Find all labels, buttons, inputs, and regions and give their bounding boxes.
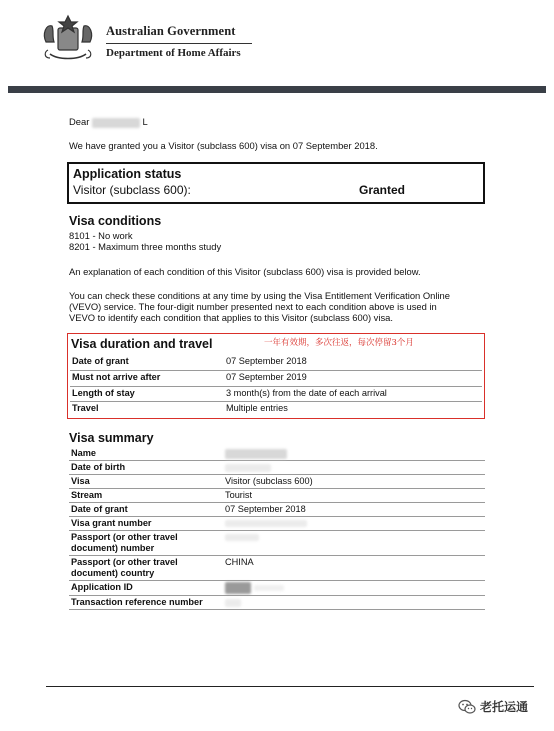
row-value: 3 month(s) from the date of each arrival: [224, 386, 482, 402]
table-row: [69, 556, 485, 581]
application-status-row: [73, 182, 479, 198]
row-value: 07 September 2018: [223, 503, 485, 517]
salutation-prefix: Dear: [69, 116, 90, 127]
row-label: Travel: [72, 403, 99, 413]
vevo-paragraph-line: (VEVO) service. The four-digit number presented next to each condition above is used in: [69, 301, 437, 312]
redacted-value: [225, 449, 287, 459]
table-row: [69, 447, 485, 461]
row-value: [223, 596, 485, 610]
vevo-paragraph-line: You can check these conditions at any time by using the Visa Entitlement Verification Online: [69, 290, 450, 301]
redacted-value: [225, 582, 251, 594]
table-row: [69, 596, 485, 610]
government-branding: [106, 24, 252, 59]
application-status-box: [67, 162, 485, 204]
table-row: [70, 355, 482, 371]
visa-duration-table: [70, 355, 482, 417]
table-row: [69, 503, 485, 517]
row-label: Visa grant number: [69, 517, 223, 531]
header-band: [8, 86, 546, 93]
application-status-title: Application status: [73, 167, 182, 181]
redacted-name: [92, 118, 140, 128]
government-title: Australian Government: [106, 24, 236, 38]
status-value: Granted: [359, 183, 406, 197]
row-label: Name: [69, 447, 223, 461]
redacted-value: [225, 599, 241, 607]
redacted-value: [254, 585, 284, 591]
row-value: [223, 531, 485, 556]
redacted-value: [225, 464, 271, 472]
granted-sentence: We have granted you a Visitor (subclass 600) visa on 07 September 2018.: [69, 140, 378, 151]
row-label: Transaction reference number: [69, 596, 223, 610]
row-label: Passport (or other travel document) number: [69, 531, 223, 556]
table-row: [70, 402, 482, 418]
row-value: 07 September 2018: [224, 355, 482, 371]
row-value: 07 September 2019: [224, 371, 482, 387]
table-row: [69, 489, 485, 503]
row-label: Passport (or other travel document) country: [69, 556, 223, 581]
table-row: [69, 531, 485, 556]
coat-of-arms-icon: [40, 12, 96, 64]
row-label: Date of grant: [70, 355, 224, 371]
table-row: [69, 475, 485, 489]
row-label: Visa: [69, 475, 223, 489]
vevo-paragraph-line: VEVO to identify each condition that applies to this Visitor (subclass 600) visa.: [69, 312, 393, 323]
table-row: [69, 581, 485, 596]
row-value: Tourist: [223, 489, 485, 503]
visa-conditions-title: Visa conditions: [69, 214, 162, 228]
row-value: [223, 517, 485, 531]
handwritten-annotation: 一年有效期，多次往返，每次停留3个月: [264, 338, 414, 348]
condition-item: 8201 - Maximum three months study: [69, 241, 222, 252]
wechat-account-name: 老托运通: [480, 700, 529, 714]
row-value: [223, 461, 485, 475]
table-row: [69, 461, 485, 475]
table-row: [70, 386, 482, 402]
redacted-value: [225, 520, 307, 527]
department-name: Department of Home Affairs: [106, 47, 241, 59]
table-row: [69, 517, 485, 531]
branding-divider: [106, 43, 252, 44]
wechat-watermark: [458, 698, 528, 715]
salutation: [69, 116, 489, 128]
visa-duration-box: [67, 333, 485, 419]
row-label: Date of grant: [69, 503, 223, 517]
row-label: Date of birth: [69, 461, 223, 475]
row-label: Stream: [69, 489, 223, 503]
visa-summary-title: Visa summary: [69, 431, 154, 445]
footer-divider: [46, 686, 534, 687]
status-label: Visitor (subclass 600):: [73, 183, 191, 197]
row-value: CHINA: [223, 556, 485, 581]
row-label: Length of stay: [70, 386, 224, 402]
row-value: [223, 581, 485, 596]
redacted-value: [225, 534, 259, 541]
row-value: Visitor (subclass 600): [223, 475, 485, 489]
visa-summary-table: [69, 447, 485, 610]
condition-item: 8101 - No work: [69, 230, 133, 241]
table-row: [70, 371, 482, 387]
row-value: Multiple entries: [226, 403, 288, 413]
conditions-explanation: An explanation of each condition of this Visitor (subclass 600) visa is provided below.: [69, 266, 421, 277]
row-value: [223, 447, 485, 461]
letterhead: [0, 0, 554, 86]
wechat-icon: [458, 699, 476, 715]
salutation-suffix: L: [142, 116, 148, 127]
visa-duration-title: Visa duration and travel: [71, 337, 213, 351]
row-label: Application ID: [69, 581, 223, 596]
row-label: Must not arrive after: [70, 371, 224, 387]
